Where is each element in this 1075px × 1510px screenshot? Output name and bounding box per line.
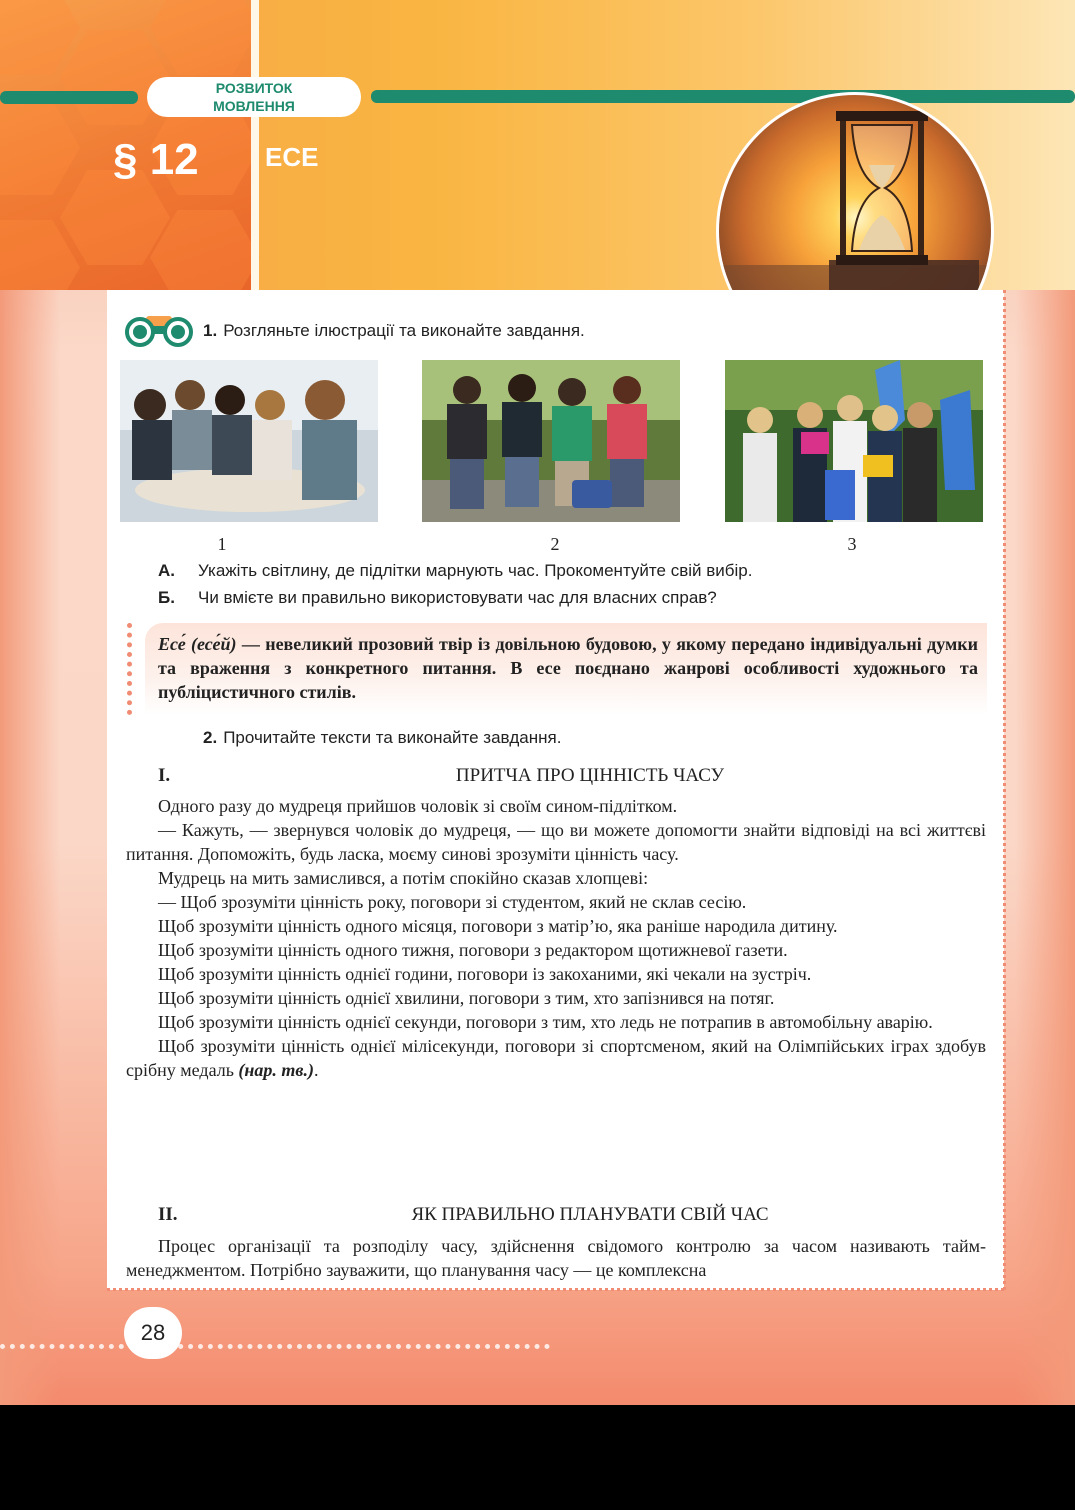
definition-term: Есе́ (есе́й) [158, 634, 237, 654]
paragraph: Процес організації та розподілу часу, здійснення свідомого контролю за часом називають таймменеджментом. Потрібно зауважити, що планування часу — це комплексна [126, 1236, 986, 1280]
last-paragraph-text: Щоб зрозуміти цінність однієї мілісекунди, поговори зі спортсменом, який на Олімпійських іграх здобув срібну медаль [126, 1036, 986, 1080]
section-1-number: I. [158, 765, 171, 786]
photo-volunteers-cleanup [725, 360, 983, 522]
content-border-right [1003, 290, 1006, 1290]
badge-line-2: МОВЛЕННЯ [213, 98, 295, 114]
photo-label-2: 2 [550, 534, 560, 554]
hexagon-shape [150, 0, 260, 75]
paragraph: — Кажуть, — звернувся чоловік до мудреця, — що ви можете допомогти знайти відповіді на всі життєві питання. Допоможіть, будь ласка, моєму синові зрозуміти цінність часу. [126, 820, 986, 864]
paragraph: Щоб зрозуміти цінність одного місяця, поговори з матір’ю, яка раніше народила дитину. [158, 916, 838, 936]
question-b [158, 588, 717, 608]
section-1-text [126, 794, 986, 1082]
task-2-text: Прочитайте тексти та виконайте завдання. [223, 728, 562, 747]
paragraph-number: § 12 [113, 135, 199, 184]
question-b-text: Чи вмієте ви правильно використовувати час для власних справ? [198, 588, 717, 607]
photo-label-1: 1 [217, 534, 227, 554]
binoculars-icon [124, 312, 194, 348]
badge-line-1: РОЗВИТОК [215, 80, 293, 96]
section-badge [147, 77, 361, 117]
paragraph-last [126, 1034, 986, 1082]
task-1 [203, 321, 585, 341]
photo-label-3: 3 [847, 534, 857, 554]
hexagon-shape [0, 100, 80, 195]
section-1-title: ПРИТЧА ПРО ЦІННІСТЬ ЧАСУ [455, 765, 725, 786]
paragraph: Щоб зрозуміти цінність однієї хвилини, поговори з тим, хто запізнився на потяг. [158, 988, 775, 1008]
question-a [158, 561, 752, 581]
question-b-letter: Б. [158, 588, 175, 607]
hourglass-sunset-photo [716, 92, 994, 290]
lesson-title: ЕСЕ [265, 142, 319, 172]
definition-text [158, 632, 978, 704]
right-margin-gradient [1015, 290, 1075, 1405]
question-a-letter: А. [158, 561, 175, 580]
page-number: 28 [124, 1307, 182, 1359]
definition-body: — невеликий прозовий твір із довільною будовою, у якому передано індивідуальні думки та враження з конкретного питання. В есе поєднано жанрові особливості художнього та публіцистичного стилів. [158, 634, 978, 702]
task-1-text: Розгляньте ілюстрації та виконайте завдання. [223, 321, 585, 340]
task-2 [203, 728, 561, 748]
page-header [0, 0, 1075, 290]
paragraph: Мудрець на мить замислився, а потім спокійно сказав хлопцеві: [158, 868, 649, 888]
definition-dots [127, 623, 132, 715]
left-margin-gradient [0, 290, 60, 1405]
section-2-title: ЯК ПРАВИЛЬНО ПЛАНУВАТИ СВІЙ ЧАС [411, 1204, 769, 1225]
paragraph: Щоб зрозуміти цінність одного тижня, поговори з редактором щотижневої газети. [158, 940, 788, 960]
source-note: (нар. тв.) [238, 1060, 314, 1080]
photo-teens-with-phones [422, 360, 680, 522]
footer-dots [0, 1344, 550, 1349]
green-band-right [371, 90, 1075, 103]
paragraph: Щоб зрозуміти цінність однієї секунди, поговори з тим, хто ледь не потрапив в автомобільну аварію. [158, 1012, 933, 1032]
question-a-text: Укажіть світлину, де підлітки марнують час. Прокоментуйте свій вибір. [198, 561, 753, 580]
paragraph: Одного разу до мудреця прийшов чоловік зі своїм сином-підлітком. [158, 796, 678, 816]
last-paragraph-end: . [313, 1060, 319, 1080]
section-2-text [126, 1234, 986, 1282]
paragraph: — Щоб зрозуміти цінність року, поговори зі студентом, який не склав сесію. [158, 892, 747, 912]
task-1-number: 1. [203, 321, 218, 340]
hourglass-icon [719, 95, 991, 290]
content-border-bottom [107, 1288, 1004, 1291]
task-2-number: 2. [203, 728, 218, 747]
photo-students-studying [120, 360, 378, 522]
header-divider [251, 0, 259, 290]
section-2-number: II. [158, 1204, 178, 1225]
green-band-left [0, 91, 138, 104]
paragraph: Щоб зрозуміти цінність однієї години, поговори із закоханими, які чекали на зустріч. [158, 964, 812, 984]
